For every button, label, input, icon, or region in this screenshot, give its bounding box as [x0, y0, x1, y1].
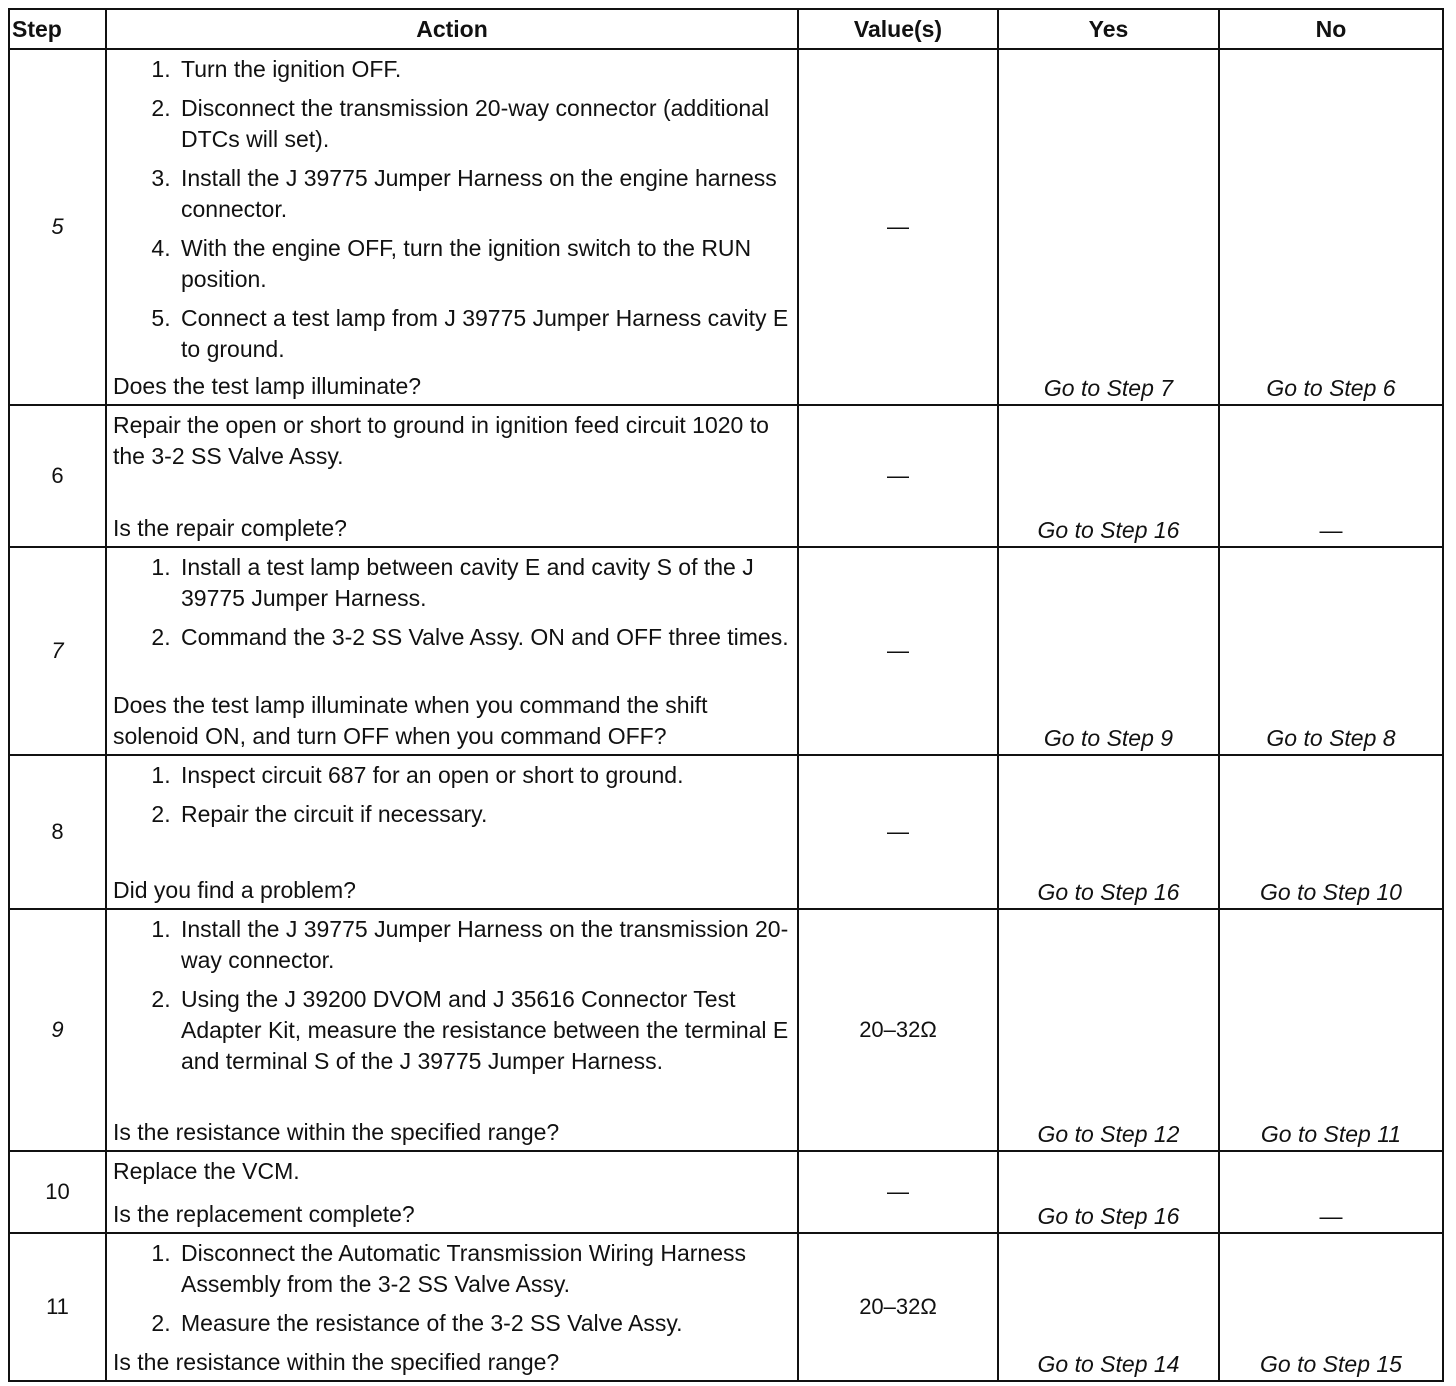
yes-cell: Go to Step 7	[998, 49, 1219, 405]
yes-cell: Go to Step 14	[998, 1233, 1219, 1381]
action-cell	[106, 1233, 798, 1381]
step-number: 11	[9, 1233, 106, 1381]
action-question: Did you find a problem?	[113, 877, 356, 903]
document-page	[8, 8, 1442, 1378]
table-row	[9, 909, 1443, 1151]
value-cell: —	[798, 49, 998, 405]
action-question: Does the test lamp illuminate when you command the shift solenoid ON, and turn OFF when you command OFF?	[113, 692, 708, 749]
list-item: 1. Install the J 39775 Jumper Harness on the transmission 20-way connector.	[177, 914, 791, 976]
list-item: 3. Install the J 39775 Jumper Harness on the engine harness connector.	[177, 163, 791, 225]
header-step: Step	[9, 9, 106, 49]
list-item: 2. Using the J 39200 DVOM and J 35616 Connector Test Adapter Kit, measure the resistance between the terminal E and terminal S of the J 39775 Jumper Harness.	[177, 984, 791, 1077]
list-item: 4. With the engine OFF, turn the ignition switch to the RUN position.	[177, 233, 791, 295]
header-values: Value(s)	[798, 9, 998, 49]
step-number: 8	[9, 755, 106, 909]
action-question: Is the repair complete?	[113, 515, 347, 541]
no-cell: Go to Step 10	[1219, 755, 1443, 909]
list-item: 2. Repair the circuit if necessary.	[177, 799, 791, 830]
list-item: 5. Connect a test lamp from J 39775 Jumper Harness cavity E to ground.	[177, 303, 791, 365]
action-cell	[106, 909, 798, 1151]
step-number: 6	[9, 405, 106, 547]
action-steps	[113, 552, 791, 653]
list-item: 2. Disconnect the transmission 20-way connector (additional DTCs will set).	[177, 93, 791, 155]
list-item: 1. Inspect circuit 687 for an open or short to ground.	[177, 760, 791, 791]
step-number: 10	[9, 1151, 106, 1233]
value-cell: —	[798, 547, 998, 755]
table-row	[9, 1151, 1443, 1233]
value-cell: —	[798, 1151, 998, 1233]
action-steps	[113, 760, 791, 830]
list-item: 2. Command the 3-2 SS Valve Assy. ON and OFF three times.	[177, 622, 791, 653]
yes-cell: Go to Step 16	[998, 405, 1219, 547]
action-cell	[106, 547, 798, 755]
action-cell	[106, 755, 798, 909]
list-item: 1. Install a test lamp between cavity E and cavity S of the J 39775 Jumper Harness.	[177, 552, 791, 614]
step-number: 9	[9, 909, 106, 1151]
no-cell: Go to Step 15	[1219, 1233, 1443, 1381]
action-question: Does the test lamp illuminate?	[113, 373, 422, 399]
action-question: Is the replacement complete?	[113, 1201, 415, 1227]
yes-cell: Go to Step 9	[998, 547, 1219, 755]
header-no: No	[1219, 9, 1443, 49]
no-cell: Go to Step 8	[1219, 547, 1443, 755]
yes-cell: Go to Step 16	[998, 755, 1219, 909]
step-number: 5	[9, 49, 106, 405]
no-cell: —	[1219, 1151, 1443, 1233]
action-steps	[113, 914, 791, 1077]
value-cell: 20–32Ω	[798, 909, 998, 1151]
table-row	[9, 755, 1443, 909]
table-row	[9, 49, 1443, 405]
action-cell	[106, 405, 798, 547]
action-steps	[113, 54, 791, 365]
action-cell	[106, 1151, 798, 1233]
table-row	[9, 1233, 1443, 1381]
table-row	[9, 405, 1443, 547]
header-row	[9, 9, 1443, 49]
no-cell: Go to Step 6	[1219, 49, 1443, 405]
action-question: Is the resistance within the specified range?	[113, 1349, 560, 1375]
diagnostic-table	[8, 8, 1444, 1382]
header-yes: Yes	[998, 9, 1219, 49]
no-cell: —	[1219, 405, 1443, 547]
table-row	[9, 547, 1443, 755]
list-item: 1. Disconnect the Automatic Transmission Wiring Harness Assembly from the 3-2 SS Valve Assy.	[177, 1238, 791, 1300]
value-cell: 20–32Ω	[798, 1233, 998, 1381]
action-steps	[113, 1238, 791, 1339]
list-item: 2. Measure the resistance of the 3-2 SS Valve Assy.	[177, 1308, 791, 1339]
value-cell: —	[798, 755, 998, 909]
action-question: Is the resistance within the specified range?	[113, 1119, 560, 1145]
value-cell: —	[798, 405, 998, 547]
list-item: 1. Turn the ignition OFF.	[177, 54, 791, 85]
header-action: Action	[106, 9, 798, 49]
action-text: Repair the open or short to ground in ignition feed circuit 1020 to the 3-2 SS Valve Assy.	[113, 412, 769, 469]
yes-cell: Go to Step 12	[998, 909, 1219, 1151]
action-cell	[106, 49, 798, 405]
yes-cell: Go to Step 16	[998, 1151, 1219, 1233]
step-number: 7	[9, 547, 106, 755]
action-text: Replace the VCM.	[113, 1158, 300, 1184]
no-cell: Go to Step 11	[1219, 909, 1443, 1151]
